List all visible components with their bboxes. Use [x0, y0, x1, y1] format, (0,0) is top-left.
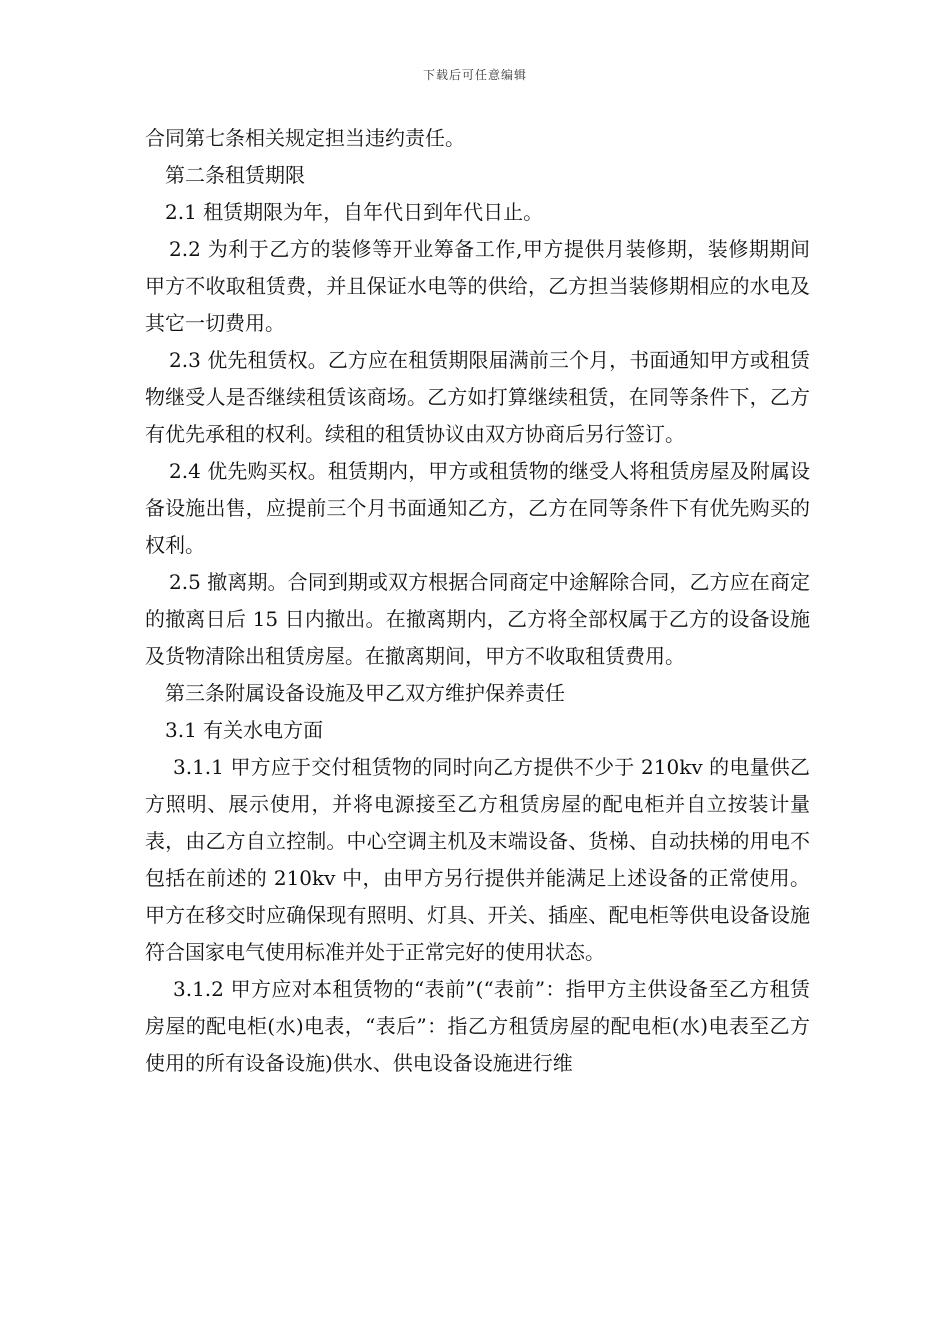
clause-3-1: 3.1 有关水电方面	[165, 718, 324, 742]
clause-2-2: 2.2 为利于乙方的装修等开业筹备工作,甲方提供月装修期，装修期期间甲方不收取租赁费，并且保证水电等的供给，乙方担当装修期相应的水电及其它一切费用。	[145, 237, 810, 335]
article-2-heading: 第二条租赁期限	[165, 163, 305, 187]
article-3-heading: 第三条附属设备设施及甲乙双方维护保养责任	[165, 681, 565, 705]
clause-3-1-2: 3.1.2 甲方应对本租赁物的“表前”(“表前”：指甲方主供设备至乙方租赁房屋的配电柜(水)电表，“表后”：指乙方租赁房屋的配电柜(水)电表至乙方使用的所有设备设施)供水、供电设备设施进行维	[145, 977, 810, 1075]
clause-2-5: 2.5 撤离期。合同到期或双方根据合同商定中途解除合同，乙方应在商定的撤离日后 15 日内撤出。在撤离期内，乙方将全部权属于乙方的设备设施及货物清除出租赁房屋。在撤离期间，甲方不收取租赁费用。	[145, 570, 810, 668]
page-header: 下载后可任意编辑	[422, 68, 527, 82]
clause-3-1-1: 3.1.1 甲方应于交付租赁物的同时向乙方提供不少于 210kv 的电量供乙方照明、展示使用，并将电源接至乙方租赁房屋的配电柜并自立按装计量表，由乙方自立控制。中心空调主机及末端设备、货梯、自动扶梯的用电不包括在前述的 210kv 中，由甲方另行提供并能满足上述设备的正常使用。甲方在移交时应确保现有照明、灯具、开关、插座、配电柜等供电设备设施符合国家电气使用标准并处于正常完好的使用状态。	[145, 755, 810, 964]
document-body	[145, 120, 810, 1082]
clause-2-4: 2.4 优先购买权。租赁期内，甲方或租赁物的继受人将租赁房屋及附属设备设施出售，应提前三个月书面通知乙方，乙方在同等条件下有优先购买的权利。	[145, 459, 810, 557]
clause-2-3: 2.3 优先租赁权。乙方应在租赁期限届满前三个月，书面通知甲方或租赁物继受人是否继续租赁该商场。乙方如打算继续租赁，在同等条件下，乙方有优先承租的权利。续租的租赁协议由双方协商后另行签订。	[145, 348, 810, 446]
paragraph-continuation: 合同第七条相关规定担当违约责任。	[145, 126, 465, 150]
clause-2-1: 2.1 租赁期限为年，自年代日到年代日止。	[165, 200, 544, 224]
